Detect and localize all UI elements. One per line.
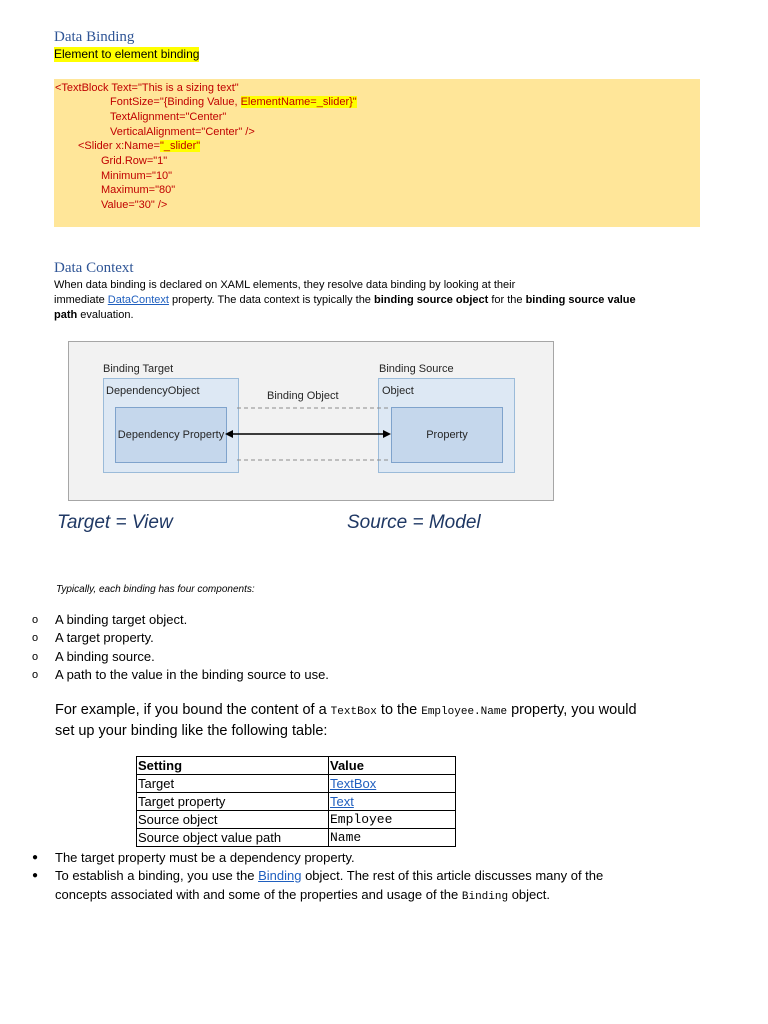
- section-subtitle: Element to element binding: [54, 47, 200, 61]
- paragraph-line: For example, if you bound the content of a TextBox to the Employee.Name property, you would: [55, 702, 637, 718]
- paragraph-line: path evaluation.: [54, 309, 134, 321]
- section-title-data-binding: Data Binding: [54, 29, 135, 45]
- table-row: [137, 829, 456, 847]
- table-cell: Source object value path: [137, 829, 329, 847]
- table-cell: Target property: [137, 793, 329, 811]
- text-link[interactable]: Text: [330, 794, 354, 809]
- table-cell: Source object: [137, 811, 329, 829]
- list-item-continuation: concepts associated with and some of the properties and usage of the Binding object.: [55, 886, 551, 903]
- components-intro: Typically, each binding has four components:: [56, 584, 255, 595]
- target-equals-view: Target = View: [57, 512, 173, 533]
- code-line: VerticalAlignment="Center" />: [110, 126, 255, 138]
- code-line: Maximum="80": [101, 184, 176, 196]
- binding-object-label: Binding Object: [267, 390, 339, 402]
- textbox-link[interactable]: TextBox: [330, 776, 377, 791]
- section-title-data-context: Data Context: [54, 260, 134, 276]
- table-cell: Employee: [329, 811, 456, 829]
- table-cell: [329, 793, 456, 811]
- binding-diagram: [68, 341, 554, 501]
- source-equals-model: Source = Model: [347, 512, 481, 533]
- example-paragraph: [55, 701, 745, 741]
- source-property-box: Property: [391, 407, 503, 463]
- dependency-object-label: DependencyObject: [106, 385, 200, 397]
- list-item: o A path to the value in the binding source to use.: [32, 666, 329, 682]
- notes-list: [0, 849, 768, 904]
- table-cell: Target: [137, 775, 329, 793]
- settings-table: [136, 756, 456, 847]
- code-block: [54, 79, 700, 227]
- code-line: <Slider x:Name="_slider": [78, 140, 201, 152]
- source-object-label: Object: [382, 385, 414, 397]
- code-line: Minimum="10": [101, 170, 173, 182]
- table-cell: Name: [329, 829, 456, 847]
- list-item: o A binding source.: [32, 648, 155, 664]
- paragraph-line: set up your binding like the following table:: [55, 723, 328, 739]
- table-header-cell: Setting: [137, 757, 329, 775]
- code-line: <TextBlock Text="This is a sizing text": [55, 82, 239, 94]
- components-list: [0, 611, 768, 684]
- code-line: Value="30" />: [101, 199, 168, 211]
- table-row: [137, 775, 456, 793]
- table-cell: [329, 775, 456, 793]
- list-item: ● The target property must be a dependency property.: [32, 850, 355, 865]
- binding-connector: [69, 342, 553, 500]
- paragraph-line: When data binding is declared on XAML elements, they resolve data binding by looking at their: [54, 279, 516, 291]
- binding-source-label: Binding Source: [379, 363, 454, 375]
- table-row: [137, 793, 456, 811]
- datacontext-link[interactable]: DataContext: [107, 294, 169, 306]
- list-item: o A target property.: [32, 630, 154, 646]
- dependency-property-box: Dependency Property: [115, 407, 227, 463]
- paragraph-line: immediate DataContext property. The data context is typically the binding source object for the binding source value: [54, 294, 636, 306]
- table-header-cell: Value: [329, 757, 456, 775]
- paragraph-data-context: [54, 278, 704, 323]
- code-line: Grid.Row="1": [101, 155, 168, 167]
- list-item: ● To establish a binding, you use the Binding object. The rest of this article discusses many of the: [32, 868, 604, 884]
- code-line: TextAlignment="Center": [110, 111, 227, 123]
- list-item: o A binding target object.: [32, 612, 188, 627]
- binding-link[interactable]: Binding: [258, 868, 302, 884]
- code-line: FontSize="{Binding Value, ElementName=_slider}": [110, 96, 357, 108]
- table-header-row: [137, 757, 456, 775]
- table-row: [137, 811, 456, 829]
- binding-target-label: Binding Target: [103, 363, 174, 375]
